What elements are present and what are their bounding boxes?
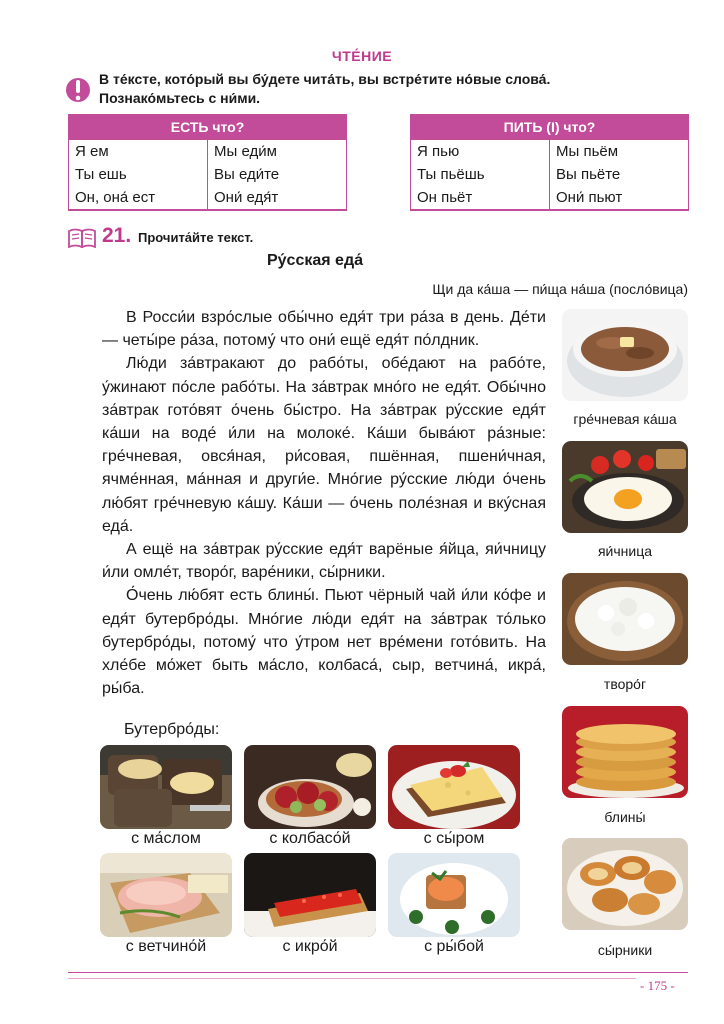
verb-form: Они́ пьют [550,186,689,210]
sandwich-caption: с икро́й [282,938,338,955]
verb-table-est [68,114,347,211]
sandwich-heading: Бутербро́ды: [124,721,220,738]
paragraph: Лю́ди за́втракают до рабо́ты, обе́дают на рабо́те, у́жинают по́сле рабо́ты. На за́втрак мно́го не едя́т. Обы́чно за́втрак гото́вят о́чень бы́стро. На за́втрак ру́сские едя́т ка́ши на воде́ и́ли на молоке́. Ка́ши быва́ют ра́зные: гре́чневая, овся́ная, ри́совая, пшённая, пшени́чная, ячме́нная, ма́нная и други́е. Мно́гие ру́сские лю́ди о́чень лю́бят гре́чневую ка́шу. Ка́ши — о́чень поле́зная и вку́сная еда́. [102,355,546,535]
page-number: - 175 - [640,978,675,993]
sandwich-caption: с ветчино́й [125,938,207,955]
food-caption: блины́ [604,809,646,825]
intro-line-1: В те́ксте, кото́рый вы бу́дете чита́ть, вы встре́тите но́вые слова́. [99,71,551,87]
verb-form: Он пьёт [411,186,550,210]
book-icon [68,228,96,248]
fish-sandwich-photo [388,853,520,937]
buckwheat-porridge-photo [562,309,688,401]
verb-table-pit [410,114,689,211]
verb-form: Вы еди́те [208,163,347,186]
pancakes-photo [562,706,688,798]
verb-form: Вы пьёте [550,163,689,186]
paragraph: О́чень лю́бят есть блины́. Пьют чёрный чай и́ли ко́фе и едя́т бутербро́ды. Мно́гие лю́ди едя́т на за́втрак то́лько бутербро́ды, потому́ что у́тром нет вре́мени гото́вить. На хле́бе мо́жет быть ма́сло, колбаса́, сыр, ветчина́, икра́, ры́ба. [102,587,546,698]
verb-form: Мы еди́м [208,140,347,164]
verb-form: Я ем [69,140,208,164]
proverb: Щи да ка́ша — пи́ща на́ша (посло́вица) [432,281,688,297]
verb-table-header: ЕСТЬ что? [69,115,347,140]
verb-form: Они́ едя́т [208,186,347,210]
sausage-sandwich-photo [244,745,376,829]
paragraph: В Росси́и взро́слые обы́чно едя́т три ра́за в день. Де́ти — четы́ре ра́за, потому́ что они́ ещё едя́т по́лдник. [102,309,546,350]
food-caption: творо́г [603,676,647,692]
intro-line-2: Познако́мьтесь с ни́ми. [99,90,261,106]
cheese-sandwich-photo [388,745,520,829]
syrniki-photo [562,838,688,930]
intro-text [99,70,699,108]
verb-form: Он, она́ ест [69,186,208,210]
sandwich-caption: с ма́слом [131,830,201,847]
butter-sandwich-photo [100,745,232,829]
footer-divider [68,972,688,973]
food-caption: сы́рники [597,942,653,958]
footer-divider-thin [68,978,636,979]
exercise-instruction: Прочита́йте текст. [138,230,254,245]
reading-text [102,306,546,700]
verb-form: Ты ешь [69,163,208,186]
paragraph: А ещё на за́втрак ру́сские едя́т варёные я́йца, яи́чницу и́ли омле́т, творо́г, варе́ники, сы́рники. [102,541,546,582]
sandwich-caption: с сы́ром [423,830,485,847]
exclamation-icon [66,74,90,106]
caviar-sandwich-photo [244,853,376,937]
ham-sandwich-photo [100,853,232,937]
verb-form: Ты пьёшь [411,163,550,186]
verb-form: Я пью [411,140,550,164]
food-caption: яи́чница [597,543,653,559]
fried-eggs-photo [562,441,688,533]
verb-form: Мы пьём [550,140,689,164]
text-title: Ру́сская еда́ [266,252,363,269]
sandwich-caption: с колбасо́й [269,830,351,847]
food-caption: гре́чневая ка́ша [573,411,677,427]
sandwich-caption: с ры́бой [424,938,484,955]
exercise-number: 21. [102,224,132,247]
verb-table-header: ПИТЬ (I) что? [411,115,689,140]
section-title: ЧТЕ́НИЕ [331,48,393,64]
cottage-cheese-photo [562,573,688,665]
